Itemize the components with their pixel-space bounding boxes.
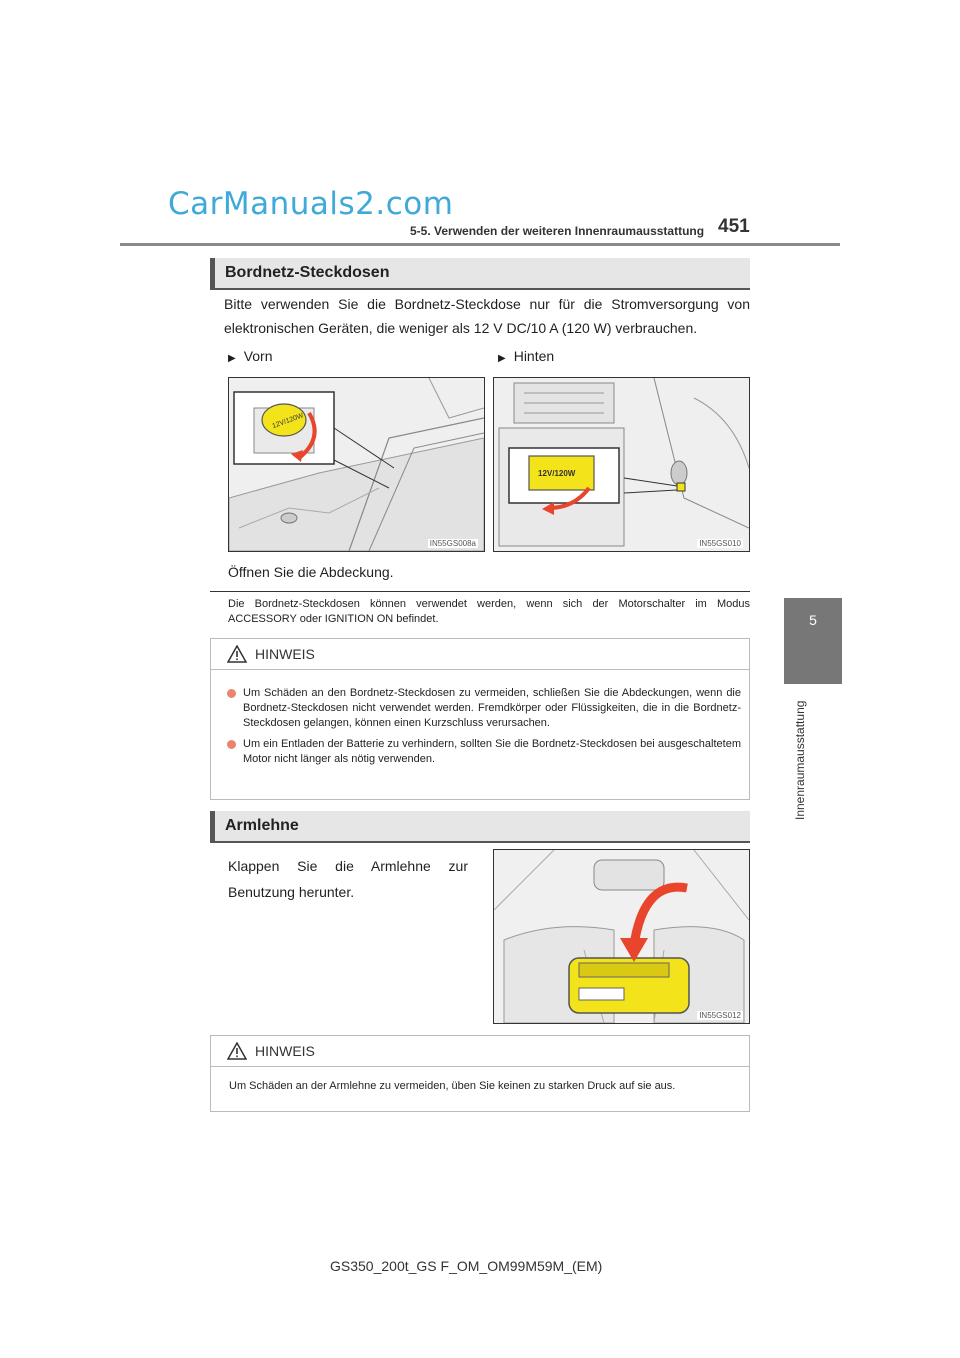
page-number: 451 bbox=[718, 216, 750, 237]
section-rule bbox=[210, 288, 750, 290]
watermark-logo: CarManuals2.com bbox=[168, 186, 454, 222]
section-rule bbox=[210, 841, 750, 843]
bordnetz-intro: Bitte verwenden Sie die Bordnetz-Steckdose nur für die Stromversorgung von elektronischen Geräten, die weniger als 12 V DC/10 A (120 W) verbrauchen. bbox=[224, 296, 750, 336]
hinweis-text: Um Schäden an der Armlehne zu vermeiden, üben Sie keinen zu starken Druck auf sie aus. bbox=[229, 1080, 676, 1092]
triangle-right-icon: ▶ bbox=[228, 353, 236, 364]
label-front: ▶ Vorn bbox=[228, 348, 273, 364]
hinweis-title: HINWEIS bbox=[255, 646, 315, 662]
bordnetz-instruction: Öffnen Sie die Abdeckung. bbox=[228, 564, 394, 580]
figure-code: IN55GS012 bbox=[699, 1011, 741, 1020]
header-rule bbox=[120, 243, 840, 246]
warning-icon bbox=[227, 1042, 247, 1060]
divider bbox=[210, 591, 750, 592]
figure-rear-socket bbox=[493, 377, 750, 552]
armlehne-instruction: Klappen Sie die Armlehne zur Benutzung herunter. bbox=[228, 858, 468, 900]
section-title-armlehne: Armlehne bbox=[210, 811, 750, 841]
warning-icon bbox=[227, 645, 247, 663]
bordnetz-note: Die Bordnetz-Steckdosen können verwendet werden, wenn sich der Motorschalter im Modus ACCESSORY oder IGNITION ON befindet. bbox=[228, 598, 750, 625]
chapter-tab: 5 bbox=[784, 598, 842, 684]
figure-code: IN55GS010 bbox=[699, 539, 741, 548]
document-id: GS350_200t_GS F_OM_OM99M59M_(EM) bbox=[330, 1258, 603, 1274]
figure-front-socket bbox=[228, 377, 485, 552]
triangle-right-icon: ▶ bbox=[498, 353, 506, 364]
figure-code: IN55GS008a bbox=[429, 539, 476, 548]
bullet-icon bbox=[227, 740, 236, 749]
hinweis-title: HINWEIS bbox=[255, 1043, 315, 1059]
figure-armrest bbox=[493, 849, 750, 1024]
section-title-bordnetz: Bordnetz-Steckdosen bbox=[210, 258, 750, 288]
hinweis-item: Um Schäden an den Bordnetz-Steckdosen zu vermeiden, schließen Sie die Abdeckungen, wenn die Bordnetz-Steckdosen nicht verwendet werden. Fremdkörper oder Flüssigkeiten, die in die Bordnetz-Steckdosen gelangen, können einen Kurzschluss verursachen. bbox=[225, 686, 741, 731]
hinweis-header bbox=[211, 1036, 749, 1067]
hinweis-box-1 bbox=[210, 638, 750, 800]
chapter-label: Innenraumausstattung bbox=[793, 700, 807, 820]
bullet-icon bbox=[227, 689, 236, 698]
socket-label-text: 12V/120W bbox=[538, 469, 576, 478]
hinweis-header bbox=[211, 639, 749, 670]
hinweis-item: Um ein Entladen der Batterie zu verhindern, sollten Sie die Bordnetz-Steckdosen bei ausgeschaltetem Motor nicht länger als nötig verwenden. bbox=[225, 737, 741, 767]
svg-text:12V/120W: 12V/120W bbox=[271, 412, 305, 431]
section-header: 5-5. Verwenden der weiteren Innenraumausstattung bbox=[410, 224, 705, 238]
hinweis-box-2 bbox=[210, 1035, 750, 1112]
label-rear: ▶ Hinten bbox=[498, 348, 555, 364]
